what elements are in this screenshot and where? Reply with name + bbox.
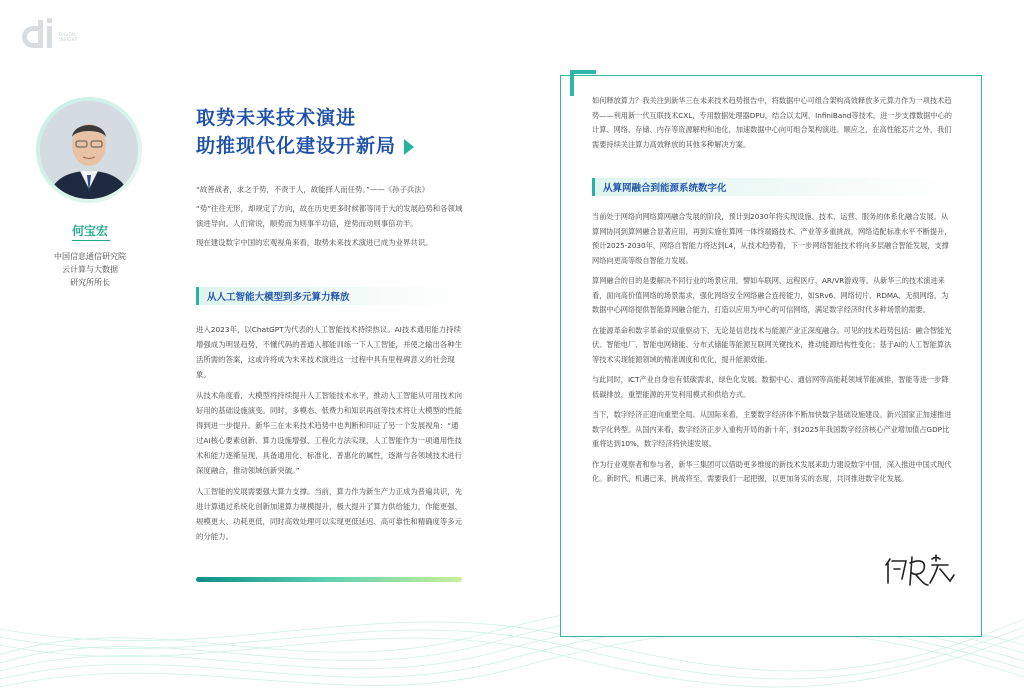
logo-text-line1: DIGITAL [59, 32, 77, 37]
section-heading-ai: 从人工智能大模型到多元算力释放 [196, 287, 464, 305]
right-intro-paragraph: 如何释放算力？我关注到新华三在未来技术趋势报告中，将数据中心可组合架构高效释放多元算力作为一项技术趋势——利用新一代互联技术CXL，专用数据处理器DPU，结合以太网、InfiniBand等技术，进一步支撑数据中心的计算、网络、存储、内存等资源解构和池化，加速数据中心向可组合架构演进。顺应之，在高性能芯片之外，我们需要持续关注算力高效释放的其他多种解决方案。 [592, 96, 952, 149]
avatar [40, 101, 138, 199]
brand-logo [22, 18, 78, 50]
network-paragraph-5: 当下，数字经济正迎向重塑全局。从国际来看，主要数字经济体不断加快数字基础设施建设。新兴国家正加速推进数字化转型。从国内来看，数字经济正步入重构开局的新十年，到2025年我国数字经济核心产业增加值占GDP比重将达到10%，数字经济将快速发展。 [592, 410, 952, 448]
decorative-gradient-bar [196, 577, 462, 582]
network-paragraph-1: 当前处于网络向网络算网融合发展的阶段，预计到2030年将实现设施、技术、运营、服务的体系化融合发展。从算网协同到算网融合显著应用，再到实施在算网一体终端路技术、产业等多重挑战，网络适配标准水平不断提升，预计2025-2030年，网络自智能力将达到L4，从技术趋势看，下一步网络智能技术将向多层融合智能发展，支撑网络向更高等级自智能力发展。 [592, 212, 952, 265]
network-paragraph-3: 在能源革命和数字革命的双重驱动下，无论是信息技术与能源产业正深度融合。可见的技术趋势包括：融合智能光伏、智能电厂、智能电网储能、分布式储能等能源互联网关键技术，推动能源结构性变化；基于AI的人工智能算法等技术实现能源领域的精准调度和优化，提升能源效能。 [592, 325, 952, 364]
title-line-2: 助推现代化建设开新局 [196, 135, 397, 157]
section-network-text [592, 210, 954, 487]
title-arrow-icon [404, 139, 414, 155]
author-signature [880, 545, 960, 595]
section-heading-network: 从算网融合到能源系统数字化 [592, 178, 954, 196]
intro-text [196, 182, 464, 250]
section-ai-paragraph-3: 人工智能的发展需要强大算力支撑。当前，算力作为新生产力正成为普遍共识，先进计算通过系统化创新加速算力规模提升，极大提升了算力供给能力，作能更强、规模更大、功耗更低，同时高效处理可以实现更低延迟、高可靠性和精确度等多元的分能力。 [196, 487, 463, 541]
logo-text-line2: INSIGHT [59, 37, 78, 42]
section-ai-paragraph-2: 从技术角度看，大模型将持续提升人工智能技术水平，推动人工智能从可用技术向好用的基础设施演变。同时，多模态、低费力和知识再创等技术将让大模型的性能得到进一步提升。新华三在未来技术趋势中也判断和印证了另一个发展视角：“通过AI核心要素创新、算力设施增强、工程化方法实现，人工智能作为一项通用性技术和能力逐渐呈现，具备通用化、标准化、普惠化的属性，逐渐与各领域技术进行深度融合，推动领域创新突破。” [196, 391, 463, 475]
panel-corner-accent [570, 70, 596, 96]
section-ai-paragraph-1: 进入2023年，以ChatGPT为代表的人工智能技术持续热议。AI技术通用能力持续增强成为明显趋势，不懂代码的普通人都能训练一下人工智能，并使之输出各种生活所需的答案，这或许将成为未来技术演进这一过程中具有里程碑意义的社会现象。 [196, 325, 463, 379]
name-divider [72, 240, 110, 241]
section-ai-text [196, 322, 464, 544]
intro-quote: “故善战者，求之于势，不责于人，故能择人而任势。”——《孙子兵法》 [196, 185, 430, 194]
author-affiliation: 中国信息通信研究院 云计算与大数据 研究所所长 [54, 252, 126, 287]
author-portrait [36, 97, 142, 203]
intro-paragraph-1: “势”往往无形，却规定了方向，故在历史更多时候都等同于大的发展趋势和各领域演进导向。人们常说，顺势而为则事半功倍，逆势而动则事倍功半。 [196, 204, 463, 228]
page-title [196, 104, 414, 160]
network-paragraph-6: 作为行业观察者和参与者，新华三集团可以借助更多维度的新技术发展来助力建设数字中国，深入推进中国式现代化。新时代，机遇已来，挑战将至，需要我们一起把握，以更加务实的态度，共同推进数字化发展。 [592, 459, 952, 483]
title-line-1: 取势未来技术演进 [196, 107, 357, 129]
author-name: 何宝宏 [71, 224, 108, 238]
logo-mark-icon [22, 18, 56, 50]
network-paragraph-2: 算网融合的目的是要解决不同行业的场景应用，譬如车联网、远程医疗、AR/VR游戏等。从新华三的技术演进来看，面向高价值网络的场景需求，强化网络安全网络融合连接能力，如SRv6、网络切片、RDMA、无损网络，为数据中心网络提供智能算网融合能力，打造以应用为中心的可信网络，满足数字经济时代多种场景的需要。 [592, 276, 949, 314]
network-paragraph-4: 与此同时，ICT产业自身也有低碳需求，绿色化发展。数据中心、通信网等高能耗领域节能减排，智能等进一步降低碳排放，重塑能源的开发利用模式和供给方式。 [592, 375, 949, 399]
intro-paragraph-2: 现在建设数字中国的宏观视角来看，取势未来技术演进已成为业界共识。 [196, 238, 433, 247]
